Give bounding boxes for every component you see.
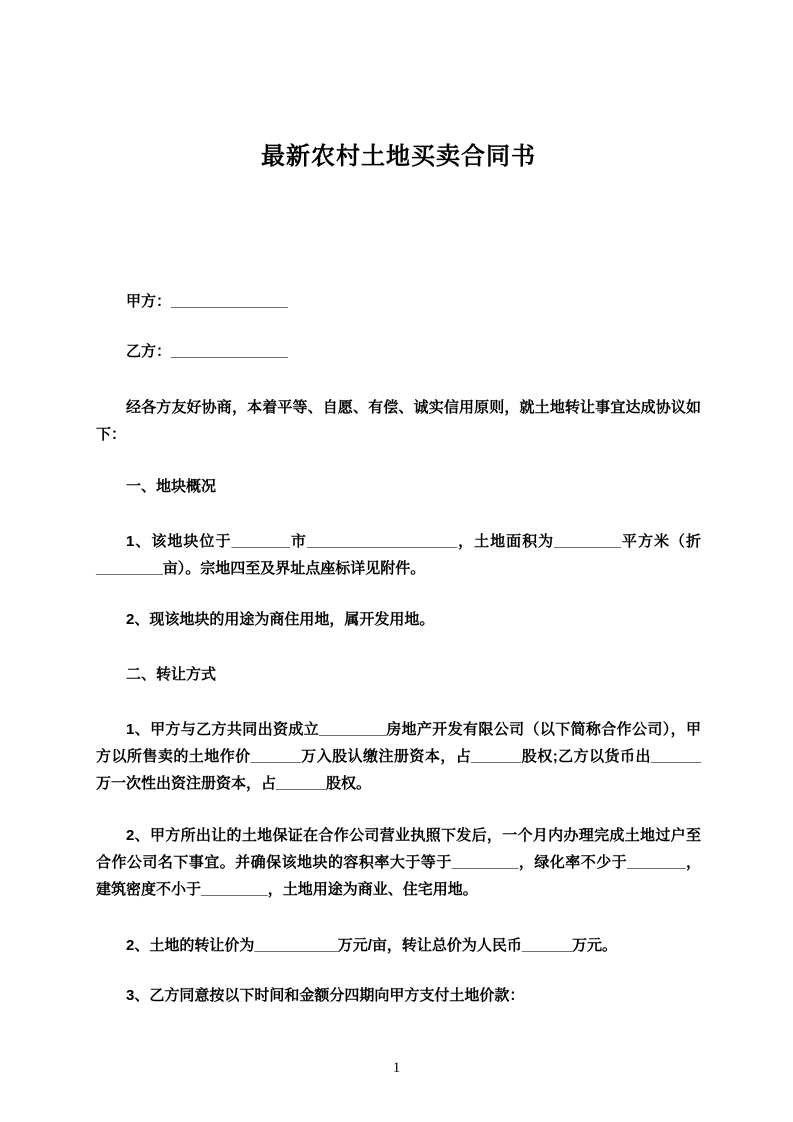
party-a-label: 甲方：	[126, 293, 172, 310]
intro-paragraph: 经各方友好协商，本着平等、自愿、有偿、诚实信用原则，就土地转让事宜达成协议如下：	[96, 399, 701, 443]
section-1-heading: 一、地块概况	[126, 478, 217, 495]
section-1-item-1: 1、该地块位于_______市__________________，土地面积为________平方米（折________亩）。宗地四至及界址点座标详见附件。	[96, 533, 701, 577]
section-2-item-4: 3、乙方同意按以下时间和金额分四期向甲方支付土地价款：	[126, 987, 525, 1004]
section-2-item-3: 2、土地的转让价为__________万元/亩，转让总价为人民币______万元。	[126, 937, 617, 954]
page-number: 1	[392, 1060, 401, 1076]
party-b-line	[96, 338, 701, 365]
party-a-line	[96, 288, 701, 315]
section-1-item-2: 2、现该地块的用途为商住用地，属开发用地。	[126, 611, 435, 628]
section-2-item-1: 1、甲方与乙方共同出资成立________房地产开发有限公司（以下简称合作公司），甲方以所售卖的土地作价______万入股认缴注册资本，占______股权;乙方以货币出______万一次性出资注册资本，占______股权。	[96, 721, 701, 792]
party-b-blank: ______________	[171, 343, 288, 360]
section-2-heading: 二、转让方式	[126, 666, 217, 683]
party-b-label: 乙方：	[126, 343, 172, 360]
section-2-item-2: 2、甲方所出让的土地保证在合作公司营业执照下发后，一个月内办理完成土地过户至合作公司名下事宜。并确保该地块的容积率大于等于________，绿化率不少于_______，建筑密度不小于________，土地用途为商业、住宅用地。	[96, 827, 701, 898]
document-title: 最新农村土地买卖合同书	[261, 143, 536, 170]
party-a-blank: ______________	[171, 293, 288, 310]
